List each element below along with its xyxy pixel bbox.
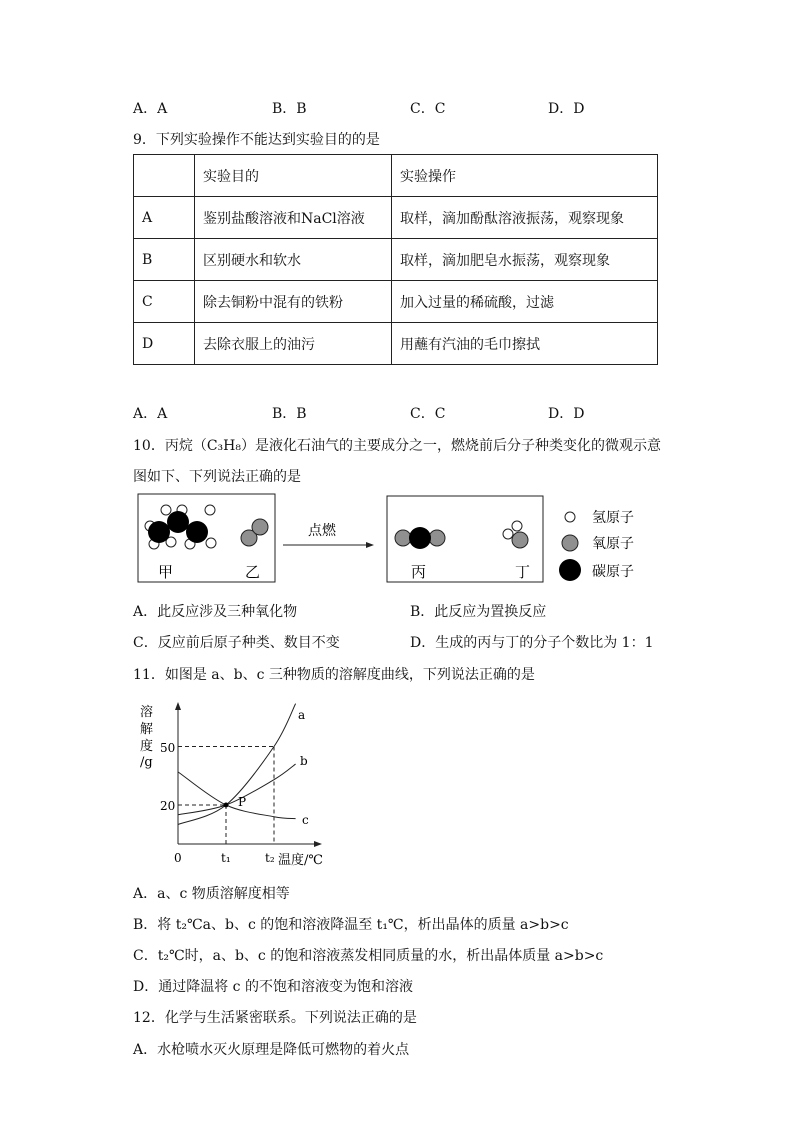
q9-stem: 9．下列实验操作不能达到实验目的的是 bbox=[133, 132, 380, 148]
table-cell: C bbox=[134, 281, 195, 323]
table-row bbox=[134, 197, 658, 239]
guide-lines bbox=[178, 747, 274, 845]
table-cell: 取样，滴加酚酞溶液振荡，观察现象 bbox=[392, 197, 658, 239]
q8-option-b: B．B bbox=[272, 101, 307, 117]
table-header-cell bbox=[134, 155, 195, 197]
curve-label-b: b bbox=[300, 754, 308, 768]
q9-option-a: A．A bbox=[133, 406, 168, 422]
co2-molecule bbox=[395, 527, 445, 549]
y-tick-label: 20 bbox=[160, 799, 176, 813]
q10-option-d: D．生成的丙与丁的分子个数比为 1：1 bbox=[410, 635, 654, 651]
x-axis-arrow-icon bbox=[314, 841, 322, 847]
q8-option-a: A．A bbox=[133, 101, 168, 117]
table-cell: 去除衣服上的油污 bbox=[195, 323, 392, 365]
atom-legend bbox=[559, 510, 634, 581]
oxygen-molecule bbox=[241, 519, 268, 546]
arrow-label: 点燃 bbox=[308, 523, 336, 539]
curves bbox=[178, 704, 296, 825]
q8-option-c: C．C bbox=[410, 101, 446, 117]
q9-table bbox=[133, 154, 658, 365]
table-cell: A bbox=[134, 197, 195, 239]
x-tick-label: t₂ bbox=[265, 851, 275, 865]
table-row bbox=[134, 323, 658, 365]
legend-carbon: 碳原子 bbox=[592, 564, 634, 580]
label-jia: 甲 bbox=[158, 563, 174, 581]
q10-option-a: A．此反应涉及三种氧化物 bbox=[133, 604, 298, 620]
water-molecule bbox=[503, 521, 528, 548]
table-cell: 除去铜粉中混有的铁粉 bbox=[195, 281, 392, 323]
arrow-head-icon bbox=[366, 542, 374, 548]
propane-molecule bbox=[145, 505, 216, 549]
table-cell: 加入过量的稀硫酸，过滤 bbox=[392, 281, 658, 323]
q9-option-b: B．B bbox=[272, 406, 307, 422]
solubility-chart bbox=[130, 698, 340, 870]
carbon-atom-icon bbox=[559, 559, 581, 581]
table-cell: D bbox=[134, 323, 195, 365]
curve-b bbox=[178, 764, 296, 815]
q11-option-c: C．t₂℃时，a、b、c 的饱和溶液蒸发相同质量的水，析出晶体质量 a>b>c bbox=[133, 948, 604, 964]
q12-stem: 12．化学与生活紧密联系。下列说法正确的是 bbox=[133, 1010, 417, 1026]
ylabel-char: 解 bbox=[140, 722, 154, 737]
ylabel-char: 溶 bbox=[140, 705, 154, 720]
curve-label-c: c bbox=[302, 813, 309, 827]
label-bing: 丙 bbox=[411, 563, 427, 581]
q11-stem: 11．如图是 a、b、c 三种物质的溶解度曲线，下列说法正确的是 bbox=[133, 667, 535, 683]
point-p-marker bbox=[224, 803, 229, 808]
table-header-cell: 实验目的 bbox=[195, 155, 392, 197]
q10-option-c: C．反应前后原子种类、数目不变 bbox=[133, 635, 340, 651]
q11-option-a: A．a、c 物质溶解度相等 bbox=[133, 886, 290, 902]
oxygen-atom-icon bbox=[562, 535, 578, 551]
y-axis-arrow-icon bbox=[175, 702, 181, 710]
q10-option-b: B．此反应为置换反应 bbox=[410, 604, 547, 620]
table-cell: 用蘸有汽油的毛巾擦拭 bbox=[392, 323, 658, 365]
ylabel-char: /g bbox=[140, 755, 153, 770]
table-header-row bbox=[134, 155, 658, 197]
table-row bbox=[134, 239, 658, 281]
q8-option-d: D．D bbox=[548, 101, 585, 117]
hydrogen-atom-icon bbox=[565, 512, 575, 522]
q10-stem-line2: 图如下、下列说法正确的是 bbox=[133, 469, 301, 485]
curve-label-a: a bbox=[298, 708, 306, 722]
ylabel-char: 度 bbox=[140, 739, 154, 754]
point-label: P bbox=[238, 795, 247, 809]
q9-option-c: C．C bbox=[410, 406, 446, 422]
table-cell: 鉴别盐酸溶液和NaCl溶液 bbox=[195, 197, 392, 239]
q9-option-d: D．D bbox=[548, 406, 585, 422]
table-cell: 取样，滴加肥皂水振荡，观察现象 bbox=[392, 239, 658, 281]
q12-option-a: A．水枪喷水灭火原理是降低可燃物的着火点 bbox=[133, 1042, 410, 1058]
q10-stem-line1: 10．丙烷（C₃H₈）是液化石油气的主要成分之一，燃烧前后分子种类变化的微观示意 bbox=[133, 438, 661, 454]
legend-oxygen: 氧原子 bbox=[592, 536, 634, 552]
q11-option-d: D．通过降温将 c 的不饱和溶液变为饱和溶液 bbox=[133, 979, 413, 995]
table-cell: 区别硬水和软水 bbox=[195, 239, 392, 281]
x-tick-label: t₁ bbox=[221, 851, 231, 865]
table-row bbox=[134, 281, 658, 323]
table-header-cell: 实验操作 bbox=[392, 155, 658, 197]
q11-option-b: B．将 t₂℃a、b、c 的饱和溶液降温至 t₁℃，析出晶体的质量 a>b>c bbox=[133, 917, 569, 933]
table-cell: B bbox=[134, 239, 195, 281]
x-axis-label: 温度/℃ bbox=[278, 853, 323, 868]
label-yi: 乙 bbox=[245, 563, 261, 581]
x-tick-label: 0 bbox=[174, 851, 182, 865]
label-ding: 丁 bbox=[515, 563, 531, 581]
legend-hydrogen: 氢原子 bbox=[592, 510, 634, 526]
curve-a bbox=[178, 704, 296, 825]
y-tick-label: 50 bbox=[160, 741, 176, 755]
reaction-diagram bbox=[130, 490, 670, 590]
